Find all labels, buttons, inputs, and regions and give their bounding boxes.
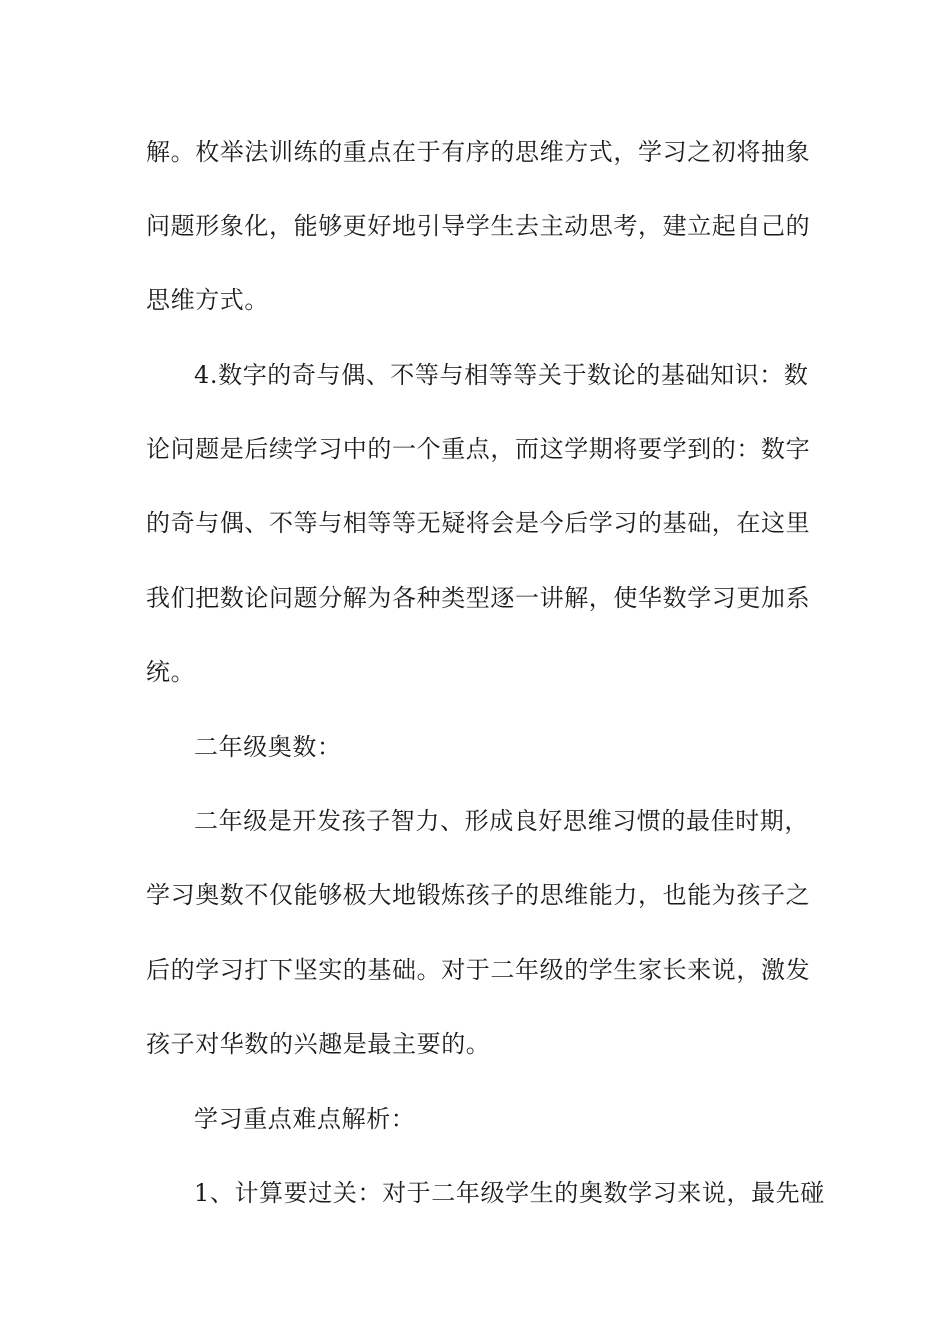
paragraph-line: 学习奥数不仅能够极大地锻炼孩子的思维能力，也能为孩子之 [146,881,811,909]
paragraph-line: 论问题是后续学习中的一个重点，而这学期将要学到的：数字 [146,435,811,463]
section-heading: 学习重点难点解析： [194,1105,416,1133]
paragraph-line: 问题形象化，能够更好地引导学生去主动思考，建立起自己的 [146,212,811,240]
paragraph-line: 后的学习打下坚实的基础。对于二年级的学生家长来说，激发 [146,956,811,984]
paragraph-line: 二年级是开发孩子智力、形成良好思维习惯的最佳时期， [194,807,809,835]
paragraph-line: 的奇与偶、不等与相等等无疑将会是今后学习的基础，在这里 [146,509,811,537]
paragraph-line: 1、计算要过关：对于二年级学生的奥数学习来说，最先碰 [194,1179,825,1207]
paragraph-line: 解。枚举法训练的重点在于有序的思维方式，学习之初将抽象 [146,138,811,166]
section-heading: 二年级奥数： [194,733,342,761]
paragraph-line: 4.数字的奇与偶、不等与相等等关于数论的基础知识：数 [194,361,809,389]
paragraph-line: 思维方式。 [146,286,269,314]
paragraph-line: 统。 [146,658,196,686]
paragraph-line: 我们把数论问题分解为各种类型逐一讲解，使华数学习更加系 [146,584,811,612]
paragraph-line: 孩子对华数的兴趣是最主要的。 [146,1030,491,1058]
